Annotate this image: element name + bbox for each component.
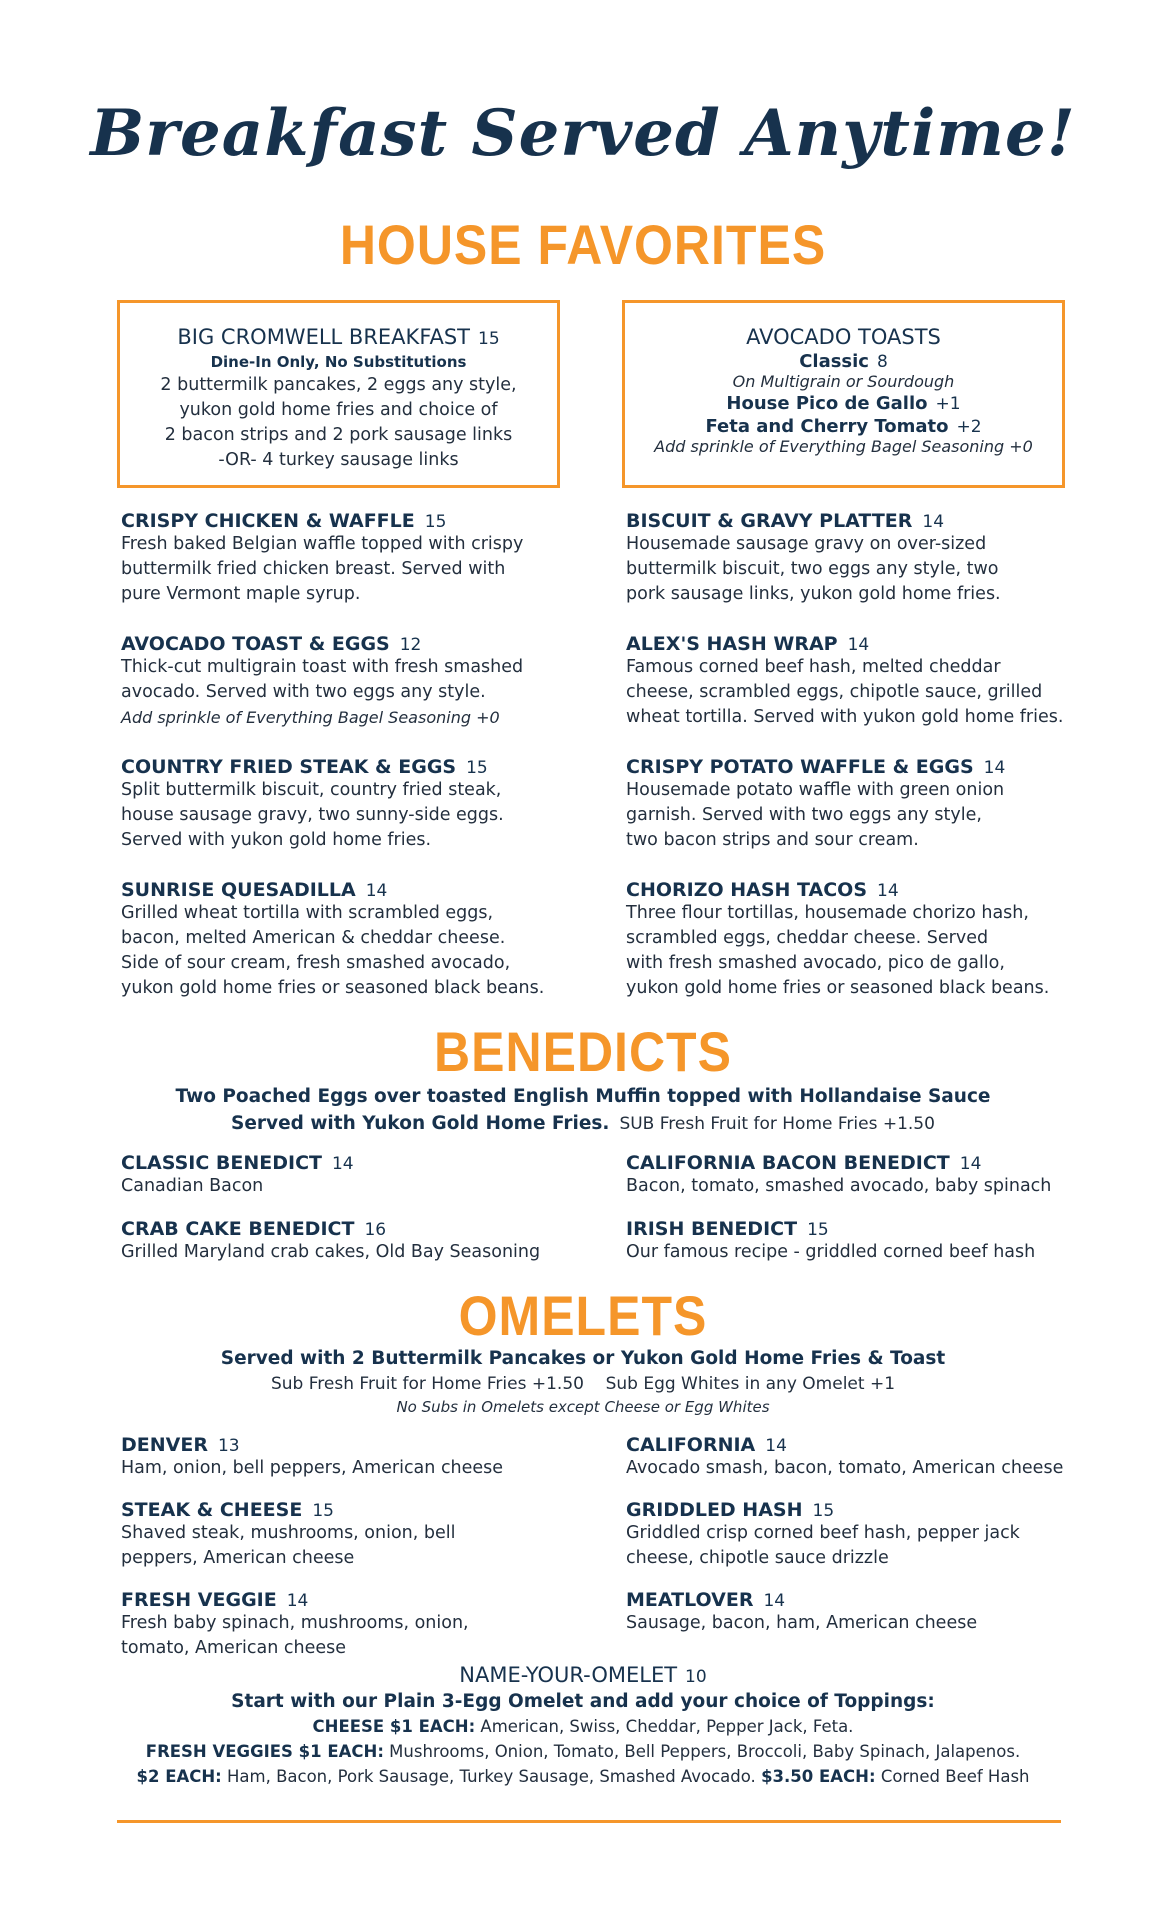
menu-item: CALIFORNIA BACON BENEDICT 14 Bacon, tomato, smashed avocado, baby spinach	[626, 1152, 1052, 1196]
meat-toppings: $2 EACH: Ham, Bacon, Pork Sausage, Turkey Sausage, Smashed Avocado. $3.50 EACH: Corned Beef Hash	[136, 1767, 1030, 1786]
cheese-toppings: CHEESE $1 EACH: American, Swiss, Cheddar, Pepper Jack, Feta.	[312, 1717, 854, 1736]
menu-item: COUNTRY FRIED STEAK & EGGS 15 Split buttermilk biscuit, country fried steak, house sausage gravy, two sunny-side eggs. Served with yukon gold home fries.	[121, 756, 504, 850]
menu-item: SUNRISE QUESADILLA 14 Grilled wheat tortilla with scrambled eggs, bacon, melted American & cheddar cheese. Side of sour cream, fresh smashed avocado, yukon gold home fries or seasoned black beans.	[121, 879, 545, 998]
avocado-bread-note: On Multigrain or Sourdough	[732, 372, 955, 391]
big-cromwell-description: 2 buttermilk pancakes, 2 eggs any style, yukon gold home fries and choice of 2 bacon strips and 2 pork sausage links -OR- 4 turkey sausage links	[160, 375, 517, 470]
menu-item: CRAB CAKE BENEDICT 16 Grilled Maryland crab cakes, Old Bay Seasoning	[121, 1218, 541, 1262]
avocado-toasts-box	[622, 300, 1065, 488]
big-cromwell-box	[117, 300, 560, 488]
menu-item: FRESH VEGGIE 14 Fresh baby spinach, mushrooms, onion, tomato, American cheese	[121, 1589, 469, 1658]
menu-item: AVOCADO TOAST & EGGS 12 Thick-cut multigrain toast with fresh smashed avocado. Served with two eggs any style. Add sprinkle of Everything Bagel Seasoning +0	[121, 633, 591, 730]
avocado-classic: Classic 8	[799, 351, 888, 372]
avocado-option-pico: House Pico de Gallo +1	[726, 393, 961, 414]
big-cromwell-note: Dine-In Only, No Substitutions	[210, 353, 467, 371]
menu-item: STEAK & CHEESE 15 Shaved steak, mushrooms, onion, bell peppers, American cheese	[121, 1499, 456, 1568]
menu-item: CRISPY POTATO WAFFLE & EGGS 14 Housemade potato waffle with green onion garnish. Served with two eggs any style, two bacon strips and sour cream.	[626, 756, 1006, 850]
omelets-no-subs: No Subs in Omelets except Cheese or Egg Whites	[396, 1398, 770, 1416]
benedicts-intro: Two Poached Eggs over toasted English Muffin topped with Hollandaise Sauce	[175, 1086, 991, 1107]
veggie-toppings: FRESH VEGGIES $1 EACH: Mushrooms, Onion, Tomato, Bell Peppers, Broccoli, Baby Spinach, Jalapenos.	[145, 1742, 1021, 1761]
menu-item: GRIDDLED HASH 15 Griddled crisp corned beef hash, pepper jack cheese, chipotle sauce drizzle	[626, 1499, 1020, 1568]
house-favorites-heading: HOUSE FAVORITES	[339, 213, 827, 277]
omelets-subs: Sub Fresh Fruit for Home Fries +1.50 Sub Egg Whites in any Omelet +1	[270, 1374, 896, 1394]
menu-item: CRISPY CHICKEN & WAFFLE 15 Fresh baked Belgian waffle topped with crispy buttermilk fried chicken breast. Served with pure Vermont maple syrup.	[121, 510, 524, 604]
item-note: Add sprinkle of Everything Bagel Seasoning +0	[121, 708, 500, 727]
avocado-seasoning-note: Add sprinkle of Everything Bagel Seasoning +0	[654, 437, 1033, 456]
menu-title: Breakfast Served Anytime!	[90, 96, 1076, 171]
menu-item: DENVER 13 Ham, onion, bell peppers, American cheese	[121, 1434, 504, 1478]
menu-item: CLASSIC BENEDICT 14 Canadian Bacon	[121, 1152, 354, 1196]
name-your-omelet-title: NAME-YOUR-OMELET 10	[459, 1663, 707, 1687]
menu-item: CHORIZO HASH TACOS 14 Three flour tortillas, housemade chorizo hash, scrambled eggs, cheddar cheese. Served with fresh smashed avocado, pico de gallo, yukon gold home fries or seasoned black beans.	[626, 879, 1050, 998]
menu-item: ALEX'S HASH WRAP 14 Famous corned beef hash, melted cheddar cheese, scrambled eggs, chipotle sauce, grilled wheat tortilla. Served with yukon gold home fries.	[626, 633, 1064, 727]
menu-item: CALIFORNIA 14 Avocado smash, bacon, tomato, American cheese	[626, 1434, 1064, 1478]
omelets-heading: OMELETS	[458, 1284, 708, 1348]
menu-item: BISCUIT & GRAVY PLATTER 14 Housemade sausage gravy on over-sized buttermilk biscuit, two eggs any style, two pork sausage links, yukon gold home fries.	[626, 510, 1001, 604]
big-cromwell-title: BIG CROMWELL BREAKFAST 15	[177, 325, 500, 349]
menu-item: IRISH BENEDICT 15 Our famous recipe - griddled corned beef hash	[626, 1218, 1036, 1262]
benedicts-served: Served with Yukon Gold Home Fries. SUB Fresh Fruit for Home Fries +1.50	[231, 1113, 935, 1134]
bottom-divider	[117, 1820, 1061, 1823]
avocado-option-feta: Feta and Cherry Tomato +2	[705, 416, 982, 437]
menu-item: MEATLOVER 14 Sausage, bacon, ham, American cheese	[626, 1589, 978, 1633]
name-your-omelet-intro: Start with our Plain 3-Egg Omelet and add your choice of Toppings:	[231, 1691, 935, 1712]
avocado-toasts-title: AVOCADO TOASTS	[746, 325, 941, 349]
omelets-intro: Served with 2 Buttermilk Pancakes or Yukon Gold Home Fries & Toast	[220, 1348, 946, 1369]
benedicts-heading: BENEDICTS	[434, 1020, 732, 1084]
